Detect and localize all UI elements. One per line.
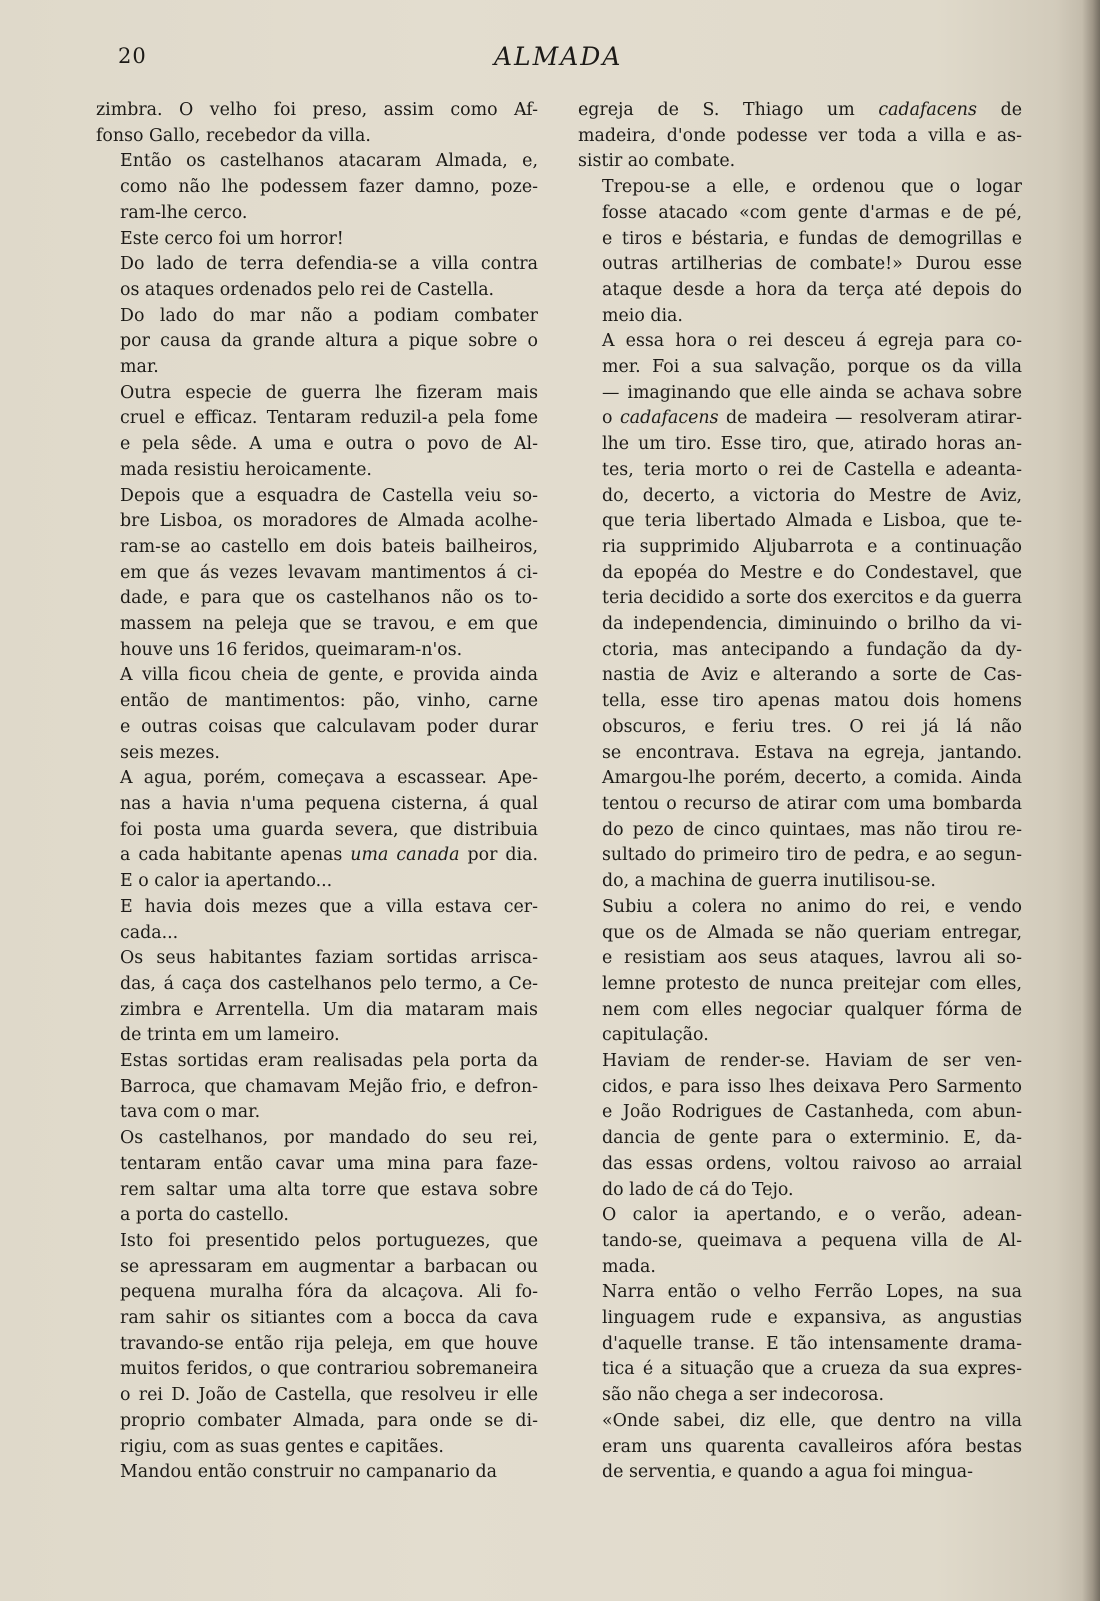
paragraph <box>578 98 1022 175</box>
text-line: como não lhe podessem fazer damno, poze- <box>120 177 538 198</box>
text-line: ria supprimido Aljubarrota e a continuação <box>602 536 1022 557</box>
text-line: e resistiam aos seus ataques, lavrou ali so- <box>602 948 1022 969</box>
text-line: «Onde sabei, diz elle, que dentro na villa <box>602 1410 1022 1431</box>
text-line: e outras coisas que calculavam poder durar <box>120 716 538 737</box>
left-text-column <box>96 98 538 1486</box>
text-line: ram-lhe cerco. <box>120 202 248 223</box>
paragraph <box>96 1126 538 1229</box>
text-line: tentaram então cavar uma mina para faze- <box>120 1153 538 1174</box>
text-line: dancia de gente para o exterminio. E, da- <box>602 1128 1022 1149</box>
paragraph <box>96 484 538 664</box>
text-line: mada resistiu heroicamente. <box>120 459 372 480</box>
text-line: houve uns 16 feridos, queimaram-n'os. <box>120 639 463 660</box>
text-line: o rei D. João de Castella, que resolveu ir elle <box>120 1385 538 1406</box>
text-line: — imaginando que elle ainda se achava sobre <box>602 382 1022 403</box>
text-line: a porta do castello. <box>120 1205 289 1226</box>
text-line: o cadafacens de madeira — resolveram atirar- <box>602 408 1022 429</box>
text-line: lemne protesto de nunca preitejar com elles, <box>602 973 1022 994</box>
text-line: rem saltar uma alta torre que estava sobre <box>120 1179 538 1200</box>
text-line: linguagem rude e expansiva, as angustias <box>602 1308 1022 1329</box>
paragraph <box>578 1280 1022 1409</box>
page-edge-shadow <box>1082 0 1100 1601</box>
text-line: E havia dois mezes que a villa estava cer- <box>120 896 538 917</box>
text-line: sultado do primeiro tiro de pedra, e ao segun- <box>602 845 1022 866</box>
text-line: da epopéa do Mestre e do Condestavel, que <box>602 562 1022 583</box>
running-title: ALMADA <box>494 42 623 71</box>
text-line: se encontrava. Estava na egreja, jantando. <box>602 742 1022 763</box>
text-line: zimbra. O velho foi preso, assim como Af- <box>96 100 538 120</box>
text-line: tella, esse tiro apenas matou dois homens <box>602 691 1022 712</box>
text-line: e João Rodrigues de Castanheda, com abun- <box>602 1102 1022 1123</box>
text-line: do, a machina de guerra inutilisou-se. <box>602 871 936 892</box>
text-line: os ataques ordenados pelo rei de Castella. <box>120 279 495 300</box>
paragraph <box>96 766 538 895</box>
text-line: egreja de S. Thiago um cadafacens de <box>578 100 1023 120</box>
text-line: Estas sortidas eram realisadas pela porta da <box>120 1051 538 1072</box>
paragraph <box>96 227 538 253</box>
text-line: e tiros e béstaria, e fundas de demogrillas e <box>602 228 1022 249</box>
text-line: eram uns quarenta cavalleiros afóra bestas <box>602 1436 1022 1457</box>
paragraph <box>96 304 538 381</box>
text-line: Haviam de render-se. Haviam de ser ven- <box>602 1051 1022 1072</box>
text-line: do lado de cá do Tejo. <box>602 1179 794 1200</box>
text-line: ctoria, mas antecipando a fundação da dy- <box>602 639 1022 660</box>
text-line: obscuros, e feriu tres. O rei já lá não <box>602 716 1022 737</box>
paragraph <box>96 895 538 946</box>
text-line: das essas ordens, voltou raivoso ao arraial <box>602 1153 1022 1174</box>
text-line: dade, e para que os castelhanos não os to- <box>120 588 538 609</box>
text-line: por causa da grande altura a pique sobre o <box>120 331 538 352</box>
right-text-column <box>578 98 1022 1486</box>
text-line: e pela sêde. A uma e outra o povo de Al- <box>120 434 538 455</box>
text-line: Este cerco foi um horror! <box>120 228 344 249</box>
text-line: mar. <box>120 357 159 378</box>
paragraph <box>578 1409 1022 1486</box>
text-line: tes, teria morto o rei de Castella e adeanta- <box>602 459 1022 480</box>
text-line: a cada habitante apenas uma canada por dia. <box>120 845 539 866</box>
text-line: de trinta em um lameiro. <box>120 1025 340 1046</box>
text-line: A villa ficou cheia de gente, e provida ainda <box>120 665 538 686</box>
text-line: A agua, porém, começava a escassear. Ape- <box>120 768 538 789</box>
text-line: teria decidido a sorte dos exercitos e da guerra <box>602 588 1022 609</box>
text-line: Trepou-se a elle, e ordenou que o logar <box>602 177 1022 198</box>
text-line: tando-se, queimava a pequena villa de Al- <box>602 1230 1022 1251</box>
text-line: que os de Almada se não queriam entregar, <box>602 922 1022 943</box>
paragraph <box>96 252 538 303</box>
text-line: bre Lisboa, os moradores de Almada acolhe- <box>120 511 538 532</box>
text-line: ram sahir os sitiantes com a bocca da cava <box>120 1308 538 1329</box>
text-line: da independencia, diminuindo o brilho da vi- <box>602 614 1022 635</box>
text-line: O calor ia apertando, e o verão, adean- <box>602 1205 1022 1226</box>
text-line: lhe um tiro. Esse tiro, que, atirado horas an- <box>602 434 1022 455</box>
text-line: A essa hora o rei desceu á egreja para co- <box>602 331 1022 352</box>
paragraph <box>578 1049 1022 1203</box>
text-line: madeira, d'onde podesse ver toda a villa e as- <box>578 125 1022 146</box>
text-line: do pezo de cinco quintaes, mas não tirou re- <box>602 819 1022 840</box>
paragraph <box>96 1049 538 1126</box>
text-line: do, decerto, a victoria do Mestre de Aviz, <box>602 485 1022 506</box>
paragraph <box>96 381 538 484</box>
text-line: Mandou então construir no campanario da <box>120 1462 498 1483</box>
text-line: muitos feridos, o que contrariou sobremaneira <box>120 1359 538 1380</box>
text-line: Outra especie de guerra lhe fizeram mais <box>120 382 538 403</box>
text-line: sistir ao combate. <box>578 151 736 172</box>
text-line: cidos, e para isso lhes deixava Pero Sarmento <box>602 1076 1022 1097</box>
text-line: nastia de Aviz e alterando a sorte de Cas- <box>602 665 1022 686</box>
text-line: tica é a situação que a crueza da sua expres- <box>602 1359 1022 1380</box>
text-line: das, á caça dos castelhanos pelo termo, a Ce- <box>120 973 538 994</box>
text-line: capitulação. <box>602 1025 709 1046</box>
text-line: tentou o recurso de atirar com uma bombarda <box>602 793 1022 814</box>
text-line: meio dia. <box>602 305 683 326</box>
text-line: então de mantimentos: pão, vinho, carne <box>120 691 538 712</box>
text-line: d'aquelle transe. E tão intensamente drama- <box>602 1333 1022 1354</box>
text-line: Os castelhanos, por mandado do seu rei, <box>120 1128 538 1149</box>
paragraph <box>96 1229 538 1460</box>
text-line: zimbra e Arrentella. Um dia mataram mais <box>120 999 538 1020</box>
text-line: de serventia, e quando a agua foi mingua- <box>602 1462 973 1483</box>
paragraph <box>96 149 538 226</box>
text-line: nem com elles negociar qualquer fórma de <box>602 999 1022 1020</box>
text-line: rigiu, com as suas gentes e capitães. <box>120 1436 444 1457</box>
text-line: pequena muralha fóra da alcaçova. Ali fo- <box>120 1282 538 1303</box>
text-line: Narra então o velho Ferrão Lopes, na sua <box>602 1282 1022 1303</box>
text-line: se apressaram em augmentar a barbacan ou <box>120 1256 538 1277</box>
paragraph <box>96 1460 538 1486</box>
text-line: Isto foi presentido pelos portuguezes, que <box>120 1230 538 1251</box>
text-line: são não chega a ser indecorosa. <box>602 1385 885 1406</box>
text-line: seis mezes. <box>120 742 220 763</box>
paragraph <box>578 329 1022 894</box>
paragraph <box>96 663 538 766</box>
paragraph <box>96 98 538 149</box>
text-line: travando-se então rija peleja, em que houve <box>120 1333 538 1354</box>
text-line: nas a havia n'uma pequena cisterna, á qual <box>120 793 538 814</box>
text-line: cruel e efficaz. Tentaram reduzil-a pela fome <box>120 408 538 429</box>
text-line: cada... <box>120 922 179 943</box>
text-line: fonso Gallo, recebedor da villa. <box>96 125 371 146</box>
text-line: mer. Foi a sua salvação, porque os da villa <box>602 357 1022 378</box>
paragraph <box>578 175 1022 329</box>
text-line: proprio combater Almada, para onde se di- <box>120 1410 538 1431</box>
text-line: massem na peleja que se travou, e em que <box>120 614 538 635</box>
text-line: Subiu a colera no animo do rei, e vendo <box>602 896 1022 917</box>
text-line: Amargou-lhe porém, decerto, a comida. Ainda <box>602 768 1022 789</box>
paragraph <box>578 1203 1022 1280</box>
text-line: Então os castelhanos atacaram Almada, e, <box>120 151 538 172</box>
text-line: tava com o mar. <box>120 1102 261 1123</box>
text-line: foi posta uma guarda severa, que distribuia <box>120 819 538 840</box>
text-line: fosse atacado «com gente d'armas e de pé, <box>602 202 1022 223</box>
text-line: Depois que a esquadra de Castella veiu so- <box>120 485 538 506</box>
text-line: que teria libertado Almada e Lisboa, que te- <box>602 511 1022 532</box>
paragraph <box>96 946 538 1049</box>
text-line: ataque desde a hora da terça até depois do <box>602 279 1022 300</box>
text-line: em que ás vezes levavam mantimentos á ci- <box>120 562 538 583</box>
text-line: Do lado de terra defendia-se a villa contra <box>120 254 538 275</box>
text-line: ram-se ao castello em dois bateis bailheiros, <box>120 536 538 557</box>
text-line: Os seus habitantes faziam sortidas arrisca- <box>120 948 538 969</box>
paragraph <box>578 895 1022 1049</box>
text-line: mada. <box>602 1256 656 1277</box>
text-line: outras artilherias de combate!» Durou esse <box>602 254 1022 275</box>
text-line: Barroca, que chamavam Mejão frio, e defron- <box>120 1076 538 1097</box>
text-line: Do lado do mar não a podiam combater <box>120 305 538 326</box>
text-line: E o calor ia apertando... <box>120 871 333 892</box>
page-number: 20 <box>118 44 147 68</box>
